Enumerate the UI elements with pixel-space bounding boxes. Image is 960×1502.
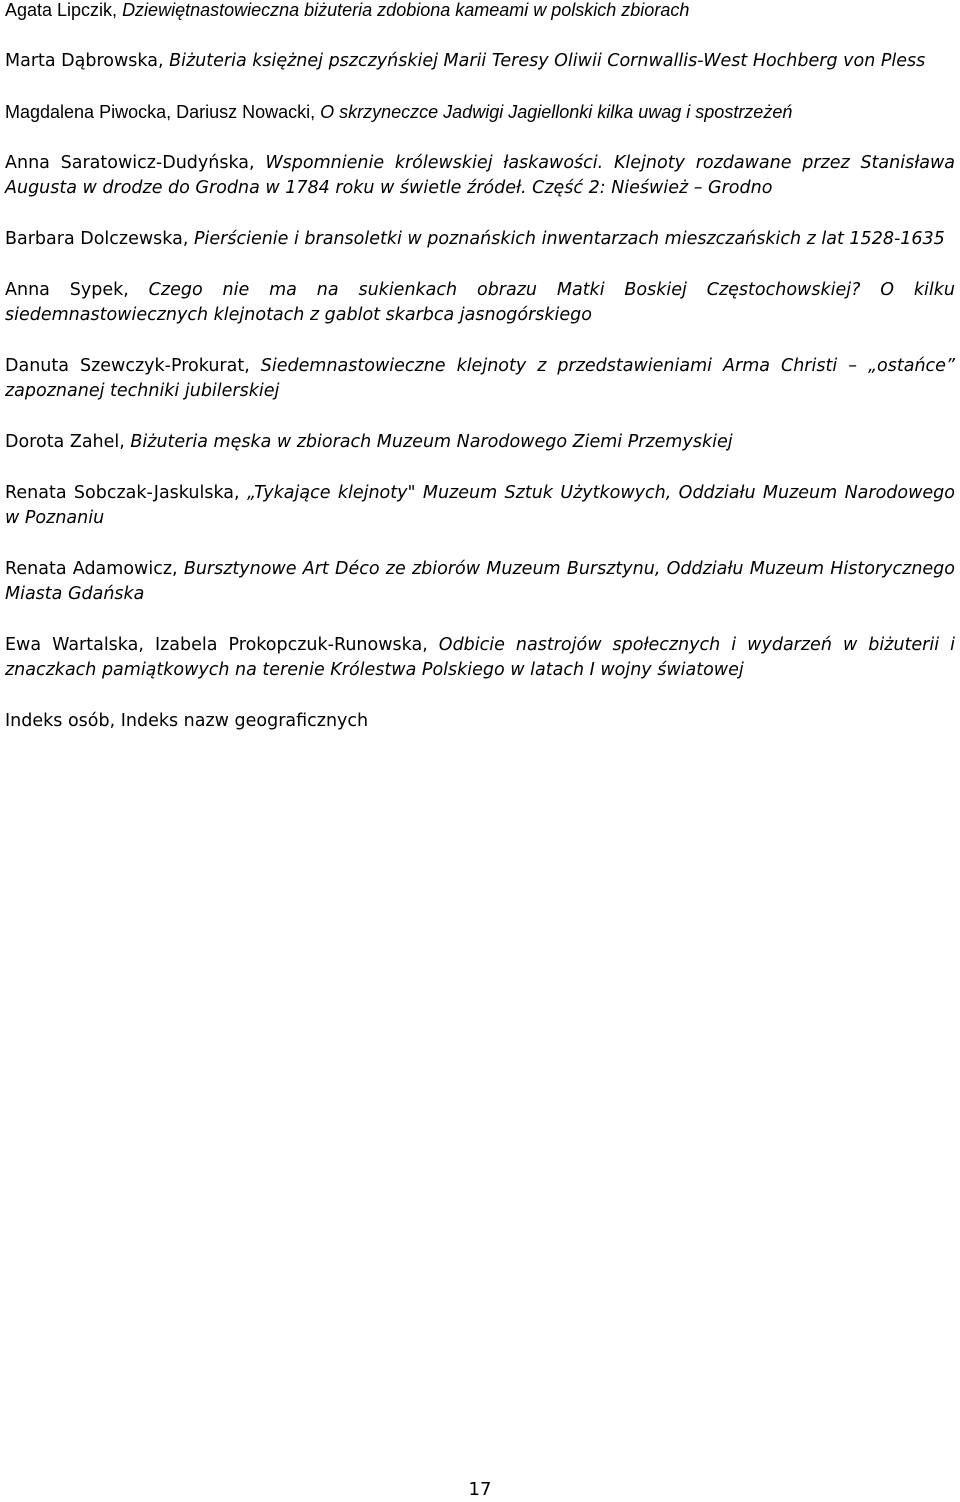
toc-entry [5,278,955,328]
entry-author: Ewa Wartalska, Izabela Prokopczuk-Runowska, [5,635,439,655]
entry-title: Bursztynowe Art Déco ze zbiorów Muzeum Bursztynu, Oddziału Muzeum Historycznego Miasta Gdańska [5,559,955,604]
toc-entry [5,430,955,455]
entry-author: Magdalena Piwocka, Dariusz Nowacki, [5,102,321,122]
entry-author: Dorota Zahel, [5,432,131,452]
toc-entry [5,481,955,531]
entry-author: Barbara Dolczewska, [5,229,194,249]
entry-title: Biżuteria księżnej pszczyńskiej Marii Teresy Oliwii Cornwallis-West Hochberg von Pless [169,51,926,71]
toc-entry [5,100,955,125]
entry-title: Siedemnastowieczne klejnoty z przedstawieniami Arma Christi – „ostańce” zapoznanej techniki jubilerskiej [5,356,955,401]
page-number: 17 [468,1479,492,1500]
entry-title: Odbicie nastrojów społecznych i wydarzeń w biżuterii i znaczkach pamiątkowych na terenie Królestwa Polskiego w latach I wojny światowej [5,635,955,680]
entry-author: Anna Saratowicz-Dudyńska, [5,153,266,173]
index-entry: Indeks osób, Indeks nazw geograficznych [5,711,369,731]
entry-title: Wspomnienie królewskiej łaskawości. Klejnoty rozdawane przez Stanisława Augusta w drodze do Grodna w 1784 roku w świetle źródeł. Część 2: Nieśwież – Grodno [5,153,955,198]
entry-author: Danuta Szewczyk-Prokurat, [5,356,261,376]
toc-entry [5,557,955,607]
entry-author: Anna Sypek, [5,280,149,300]
toc-entry [5,151,955,201]
entry-title: Pierścienie i bransoletki w poznańskich inwentarzach mieszczańskich z lat 1528-1635 [193,229,945,249]
entry-title: Czego nie ma na sukienkach obrazu Matki Boskiej Częstochowskiej? O kilku siedemnastowiecznych klejnotach z gablot skarbca jasnogórskiego [5,280,955,325]
entry-title: Dziewiętnastowieczna biżuteria zdobiona kameami w polskich zbiorach [122,0,690,20]
entry-title: „Tykające klejnoty" Muzeum Sztuk Użytkowych, Oddziału Muzeum Narodowego w Poznaniu [5,483,955,528]
toc-entry [5,354,955,404]
entry-title: O skrzyneczce Jadwigi Jagiellonki kilka uwag i spostrzeżeń [320,102,793,122]
entry-author: Renata Adamowicz, [5,559,184,579]
toc-entry [5,49,955,74]
toc-entry [5,633,955,683]
entry-author: Renata Sobczak-Jaskulska, [5,483,247,503]
entry-author: Agata Lipczik, [5,0,123,20]
table-of-contents [5,0,955,734]
toc-entry [5,227,955,252]
toc-entry [5,0,955,23]
entry-author: Marta Dąbrowska, [5,51,170,71]
entry-title: Biżuteria męska w zbiorach Muzeum Narodowego Ziemi Przemyskiej [130,432,733,452]
